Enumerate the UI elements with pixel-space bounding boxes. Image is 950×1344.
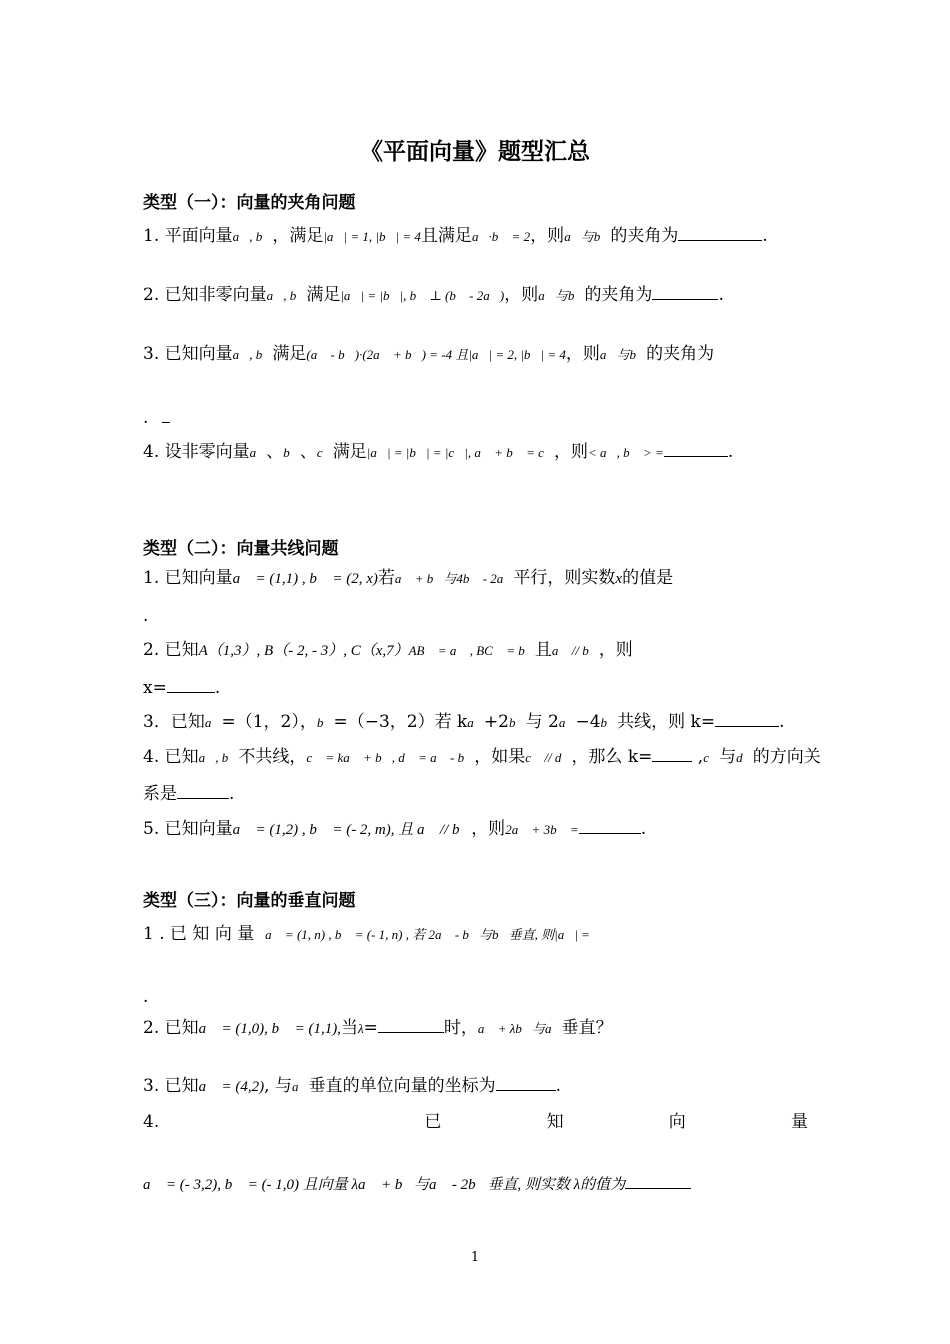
question-3-4-body: a⃗ = (- 3,2), b⃗ = (- 1,0) 且向量 λa⃗ + b⃗与a⃗ - 2b⃗垂直, 则实数 λ的值为 [143,1172,808,1197]
answer-blank [579,817,641,834]
answer-blank [162,406,170,423]
question-1-2: 2. 已知非零向量a⃗, b⃗满足|a⃗| = |b⃗|, b⃗ ⊥ (b⃗ - 2a⃗)，则a⃗与b⃗的夹角为 . [143,285,724,305]
section-heading-collinear: 类型（二）：向量共线问题 [143,539,339,559]
question-3-2: 2. 已知a⃗ = (1,0), b⃗ = (1,1),当λ= 时，a⃗ + λb⃗与a⃗垂直？ [143,1018,613,1038]
question-2-3: 3．已知a⃗=（1，2），b⃗=（−3，2）若 ka⃗+2b⃗与 2a⃗−4b⃗共线，则 k= . [143,712,785,732]
document-title: 《平面向量》题型汇总 [360,139,590,165]
section-heading-angle: 类型（一）：向量的夹角问题 [143,193,356,213]
question-3-1: 1 . 已 知 向 量 a⃗ = (1, n) , b⃗ = (- 1, n) , 若 2a⃗ - b⃗与b⃗垂直, 则|a⃗| = [143,924,590,944]
answer-blank [664,440,728,457]
question-2-4-tail: 系是 . [143,784,235,804]
answer-blank [652,283,718,300]
question-1-3-tail: . [143,406,808,430]
question-2-2-tail: x= . [143,678,221,698]
question-2-1-tail: . [143,606,149,626]
answer-blank [167,676,215,693]
question-2-4: 4. 已知a⃗, b⃗不共线，c⃗ = ka⃗ + b⃗, d⃗ = a⃗ - b⃗，如果c⃗ // d⃗，那么 k= ,c⃗与d⃗的方向关 [143,747,821,767]
question-1-3: 3. 已知向量a⃗, b⃗满足(a⃗ - b⃗)·(2a⃗ + b⃗) = -4 且|a⃗| = 2, |b⃗| = 4，则a⃗与b⃗的夹角为 [143,344,715,364]
page-number: 1 [470,1250,480,1265]
answer-blank [177,782,229,799]
question-1-1: 1. 平面向量a⃗, b⃗，满足|a⃗| = 1, |b⃗| = 4且满足a⃗·b⃗ = 2，则a⃗与b⃗的夹角为 . [143,226,768,246]
question-3-1-tail: . [143,987,149,1007]
answer-blank [678,224,762,241]
answer-blank [378,1016,444,1033]
answer-blank [652,745,692,762]
answer-blank [496,1074,556,1091]
question-3-4: 4. 已 知 向 量 [143,1112,808,1132]
answer-blank [625,1172,691,1189]
question-2-2: 2. 已知A（1,3）, B（- 2, - 3）, C（x,7）AB⃗ = a⃗ , BC⃗ = b⃗且a⃗ // b⃗，则 [143,640,633,660]
answer-blank [715,710,779,727]
section-heading-perpendicular: 类型（三）：向量的垂直问题 [143,891,356,911]
question-1-4: 4. 设非零向量a⃗、b⃗、c⃗满足|a⃗| = |b⃗| = |c⃗|, a⃗ + b⃗ = c⃗，则< a⃗, b⃗ > = . [143,442,734,462]
question-2-5: 5. 已知向量a⃗ = (1,2) , b⃗ = (- 2, m), 且 a⃗ // b⃗，则2a⃗ + 3b⃗ = . [143,819,647,839]
question-3-3: 3. 已知a⃗ = (4,2), 与a⃗垂直的单位向量的坐标为 . [143,1076,561,1096]
question-2-1: 1. 已知向量a⃗ = (1,1) , b⃗ = (2, x)若a⃗ + b⃗与4b⃗ - 2a⃗平行，则实数x的值是 [143,568,674,588]
